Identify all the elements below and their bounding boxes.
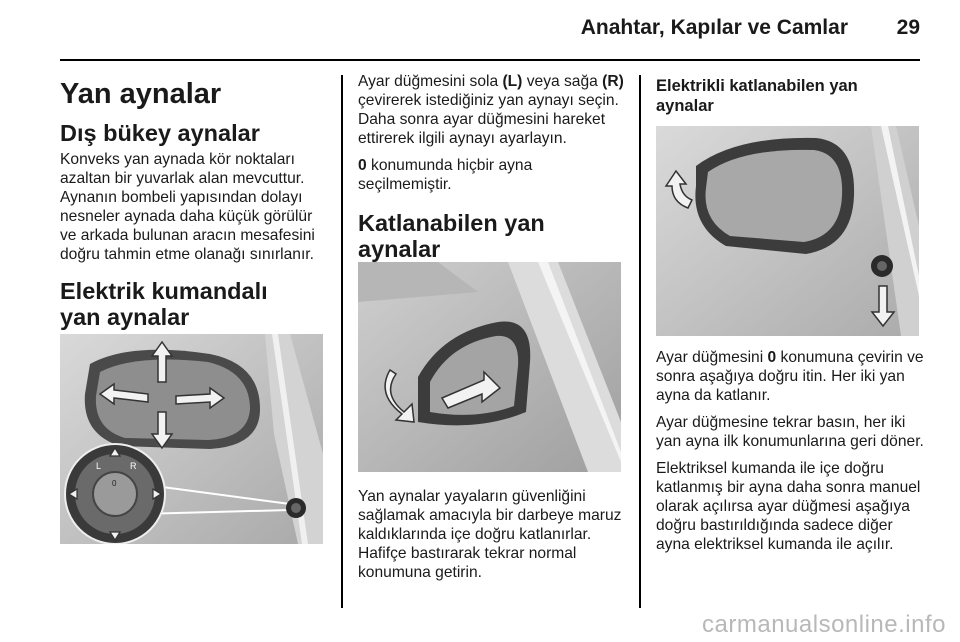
- paragraph-convex: Konveks yan aynada kör noktaları azaltan bir yuvarlak alan mevcuttur. Aynanın bombeli yapısından dolayı nesneler aynada daha küçük görülür ve arkada bulunan aracın mesafesini doğru tahmin etme olanağı sınırlanır.: [60, 151, 315, 263]
- knob-label-zero: 0: [112, 479, 117, 488]
- folding-mirror-illustration: [358, 262, 621, 472]
- column-divider-1: [341, 75, 343, 608]
- key-r: (R): [602, 73, 624, 90]
- paragraph-turn-knob: [656, 348, 928, 405]
- text-run: Ayar düğmesini: [656, 349, 768, 366]
- section-heading-electric: Elektrik kumandalı yan aynalar: [60, 278, 268, 330]
- column-3-text: [656, 348, 928, 562]
- text-run: Ayar düğmesini sola: [358, 73, 503, 90]
- watermark: carmanualsonline.info: [702, 611, 946, 638]
- knob-label-r: R: [130, 461, 137, 471]
- key-zero: 0: [767, 349, 777, 366]
- column-3: [656, 72, 928, 553]
- running-header-title: Anahtar, Kapılar ve Camlar: [580, 16, 848, 39]
- paragraph-folding: Yan aynalar yayaların güvenliğini sağlamak amacıyla bir darbeye maruz kaldıklarında içe doğru katlanırlar. Hafifçe bastırarak tekrar normal konumuna getirin.: [358, 488, 622, 581]
- text-run: çevirerek istediğiniz yan aynayı seçin. Daha sonra ayar düğmesini hareket ettirerek ilgili aynayı ayarlayın.: [358, 92, 619, 147]
- section-heading-electric-folding: Elektrikli katlanabilen yan aynalar: [656, 77, 858, 115]
- column-divider-2: [639, 75, 641, 608]
- folding-mirror-svg: [358, 262, 621, 472]
- page-number: 29: [896, 16, 920, 39]
- column-2: [358, 72, 628, 581]
- paragraph-select-mirror: [358, 72, 628, 148]
- section-heading-convex: Dış bükey aynalar: [60, 120, 260, 146]
- paragraph-zero-position: [358, 156, 628, 194]
- paragraph-press-again: Ayar düğmesine tekrar basın, her iki yan ayna ilk konumunlarına geri döner.: [656, 414, 924, 450]
- text-run: veya sağa: [522, 73, 603, 90]
- electric-fold-svg: [656, 126, 919, 336]
- paragraph-manual-unfold: Elektriksel kumanda ile içe doğru katlanmış bir ayna daha sonra manuel olarak açılırsa ayar düğmesi aşağıya doğru bastırıldığında sadece diğer ayna elektriksel kumanda ile açılır.: [656, 460, 921, 553]
- section-heading-folding: Katlanabilen yan aynalar: [358, 210, 545, 262]
- key-zero: 0: [358, 157, 367, 174]
- column-1: [60, 72, 332, 488]
- page-title: Yan aynalar: [60, 78, 222, 110]
- knob-label-l: L: [96, 461, 102, 471]
- electric-fold-illustration: [656, 126, 919, 336]
- mirror-adjust-illustration: [60, 334, 323, 544]
- text-run: konumunda hiçbir ayna seçilmemiştir.: [358, 157, 533, 193]
- key-l: (L): [502, 73, 523, 90]
- header-rule: [60, 59, 920, 61]
- mirror-adjust-svg: [60, 334, 323, 544]
- text-run: konumuna çevirin ve sonra aşağıya doğru itin. Her iki yan ayna da katlanır.: [656, 349, 924, 404]
